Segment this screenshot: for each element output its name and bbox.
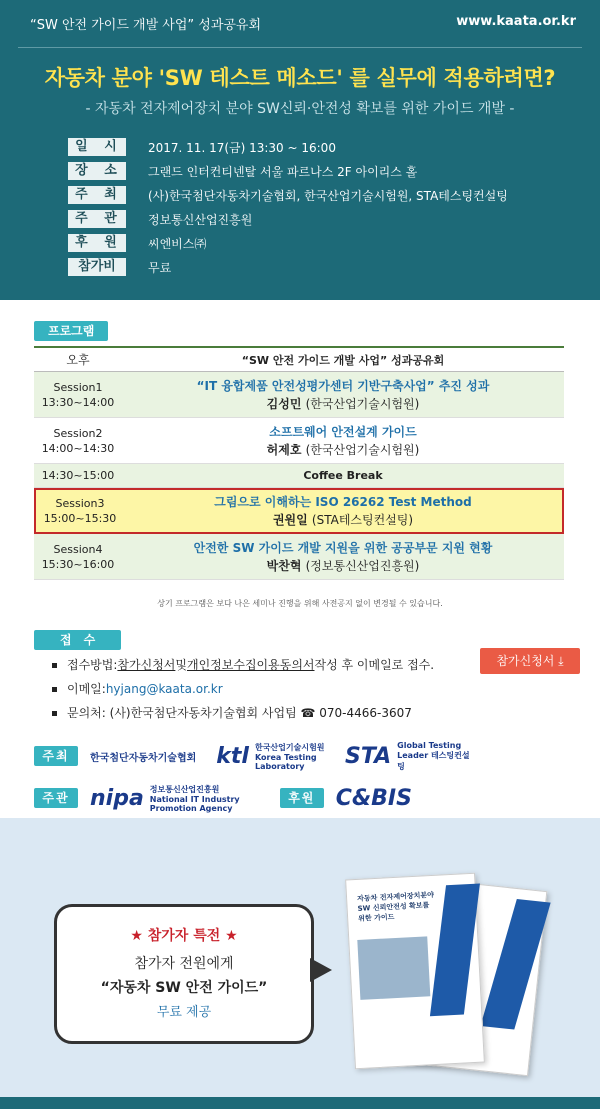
contact-info: 문의처: (사)한국첨단자동차기술협회 사업팀 ☎ 070-4466-3607 xyxy=(67,706,412,720)
info-value: 2017. 11. 17(금) 13:30 ~ 16:00 xyxy=(148,140,336,155)
event-name: “SW 안전 가이드 개발 사업” 성과공유회 xyxy=(30,18,262,33)
download-icon: ⤓ xyxy=(558,654,564,668)
header-time: 오후 xyxy=(66,353,90,367)
kaata-logo: 한국첨단자동차기술협회 xyxy=(90,752,197,764)
header-title: “SW 안전 가이드 개발 사업” 성과공유회 xyxy=(241,353,445,367)
info-row-fee xyxy=(68,256,600,278)
organizer-logos xyxy=(34,736,574,820)
session-title: “IT 융합제품 안전성평가센터 기반구축사업” 추진 성과 xyxy=(196,378,490,393)
table-row xyxy=(34,418,564,464)
email-link[interactable]: hyjang@kaata.or.kr xyxy=(105,682,223,696)
speaker-affil: (한국산업기술시험원) xyxy=(305,396,420,411)
session-time: 14:00~14:30 xyxy=(41,441,115,455)
event-info xyxy=(68,136,600,278)
host-row xyxy=(34,736,574,776)
session-label: Session3 xyxy=(55,497,105,510)
info-row-host xyxy=(68,184,600,206)
info-label: 일 시 xyxy=(68,138,126,156)
info-value: 씨엔비스㈜ xyxy=(148,236,207,251)
benefit-line2: “자동차 SW 안전 가이드” xyxy=(100,980,268,996)
nipa-logo: nipa xyxy=(90,785,144,811)
organizer-row xyxy=(34,778,574,818)
host-label: 주최 xyxy=(34,746,78,766)
privacy-consent-link[interactable]: 개인정보수집이용동의서 xyxy=(186,658,315,672)
header-banner xyxy=(0,0,600,300)
table-row-highlight xyxy=(34,488,564,534)
list-item xyxy=(52,653,582,677)
ktl-logo: ktl xyxy=(216,743,249,769)
method-label: 접수방법: xyxy=(67,658,118,672)
list-item xyxy=(52,701,582,725)
speaker-name: 허제호 xyxy=(266,442,302,457)
registration-list xyxy=(52,653,582,725)
application-form-link[interactable]: 참가신청서 xyxy=(117,658,176,672)
content-card xyxy=(18,300,582,818)
registration-pill: 접수 xyxy=(34,630,121,650)
session-label: Session2 xyxy=(53,426,103,440)
info-row-date xyxy=(68,136,600,158)
info-value: (사)한국첨단자동차기술협회, 한국산업기술시험원, STA테스팅컨설팅 xyxy=(148,188,508,203)
cnbis-logo: C&BIS xyxy=(335,785,412,811)
site-link[interactable]: www.kaata.or.kr xyxy=(456,14,576,29)
session-time: 15:00~15:30 xyxy=(43,512,117,525)
session-title: Coffee Break xyxy=(303,468,383,482)
program-table xyxy=(34,346,564,580)
organizer-label: 주관 xyxy=(34,788,78,808)
program-note: 상기 프로그램은 보다 나은 세미나 진행을 위해 사전공지 없이 변경될 수 있습니다. xyxy=(157,599,443,608)
session-time: 13:30~14:00 xyxy=(41,395,115,409)
book-title: 자동차 전자제어장치분야 SW 신뢰안전성 확보를 위한 가이드 xyxy=(356,890,435,923)
table-row xyxy=(34,534,564,580)
table-row xyxy=(34,464,564,488)
book-photo xyxy=(357,936,430,1000)
info-value: 그랜드 인터컨티넨탈 서울 파르나스 2F 아이리스 홀 xyxy=(148,164,418,179)
divider xyxy=(18,47,582,48)
info-row-place xyxy=(68,160,600,182)
bullet-icon xyxy=(52,687,57,692)
email-label: 이메일: xyxy=(67,682,106,696)
guide-book-front xyxy=(345,873,485,1070)
benefit-line3: 무료 제공 xyxy=(156,1005,212,1020)
method-mid: 및 xyxy=(175,658,187,672)
session-label: Session1 xyxy=(53,380,103,394)
info-value: 무료 xyxy=(148,260,172,275)
program-header xyxy=(34,346,564,372)
session-time: 14:30~15:00 xyxy=(41,469,115,482)
info-label: 주 최 xyxy=(68,186,126,204)
sponsor-label: 후원 xyxy=(280,788,324,808)
speaker-affil: (정보통신산업진흥원) xyxy=(305,558,420,573)
benefit-title: ★ 참가자 특전 ★ xyxy=(130,928,238,944)
page-title: 자동차 분야 'SW 테스트 메소드' 를 실무에 적용하려면? xyxy=(44,66,556,90)
info-label: 후 원 xyxy=(68,234,126,252)
info-value: 정보통신산업진흥원 xyxy=(148,212,253,227)
speaker-affil: (STA테스팅컨설팅) xyxy=(311,513,414,527)
session-label: Session4 xyxy=(53,542,103,556)
session-time: 15:30~16:00 xyxy=(41,557,115,571)
bubble-tail xyxy=(310,958,332,982)
info-row-organizer xyxy=(68,208,600,230)
ktl-name: 한국산업기술시험원 Korea Testing Laboratory xyxy=(254,742,325,771)
speaker-affil: (한국산업기술시험원) xyxy=(305,442,420,457)
page-subtitle: - 자동차 전자제어장치 분야 SW신뢰·안전성 확보를 위한 가이드 개발 - xyxy=(85,101,515,117)
speaker-name: 권원일 xyxy=(272,513,308,527)
apply-label: 참가신청서 xyxy=(496,654,555,668)
info-label: 주 관 xyxy=(68,210,126,228)
sta-logo: STA xyxy=(344,743,392,769)
list-item xyxy=(52,677,582,701)
bullet-icon xyxy=(52,663,57,668)
benefit-section xyxy=(0,818,600,1109)
benefit-bubble xyxy=(54,904,314,1044)
info-row-sponsor xyxy=(68,232,600,254)
table-row xyxy=(34,372,564,418)
session-title: 그림으로 이해하는 ISO 26262 Test Method xyxy=(214,495,472,509)
info-label: 장 소 xyxy=(68,162,126,180)
nipa-name: 정보통신산업진흥원 National IT Industry Promotion Agency xyxy=(149,784,240,813)
info-label: 참가비 xyxy=(68,258,126,276)
speaker-name: 박찬혁 xyxy=(266,558,302,573)
session-title: 안전한 SW 가이드 개발 지원을 위한 공공부문 지원 현황 xyxy=(193,540,493,555)
speaker-name: 김성민 xyxy=(266,396,302,411)
sta-name: Global Testing Leader 테스팅컨설팅 xyxy=(397,740,470,771)
session-title: 소프트웨어 안전설계 가이드 xyxy=(269,424,417,439)
method-suffix: 작성 후 이메일로 접수. xyxy=(314,658,435,672)
footer-bar xyxy=(0,1097,600,1109)
bullet-icon xyxy=(52,711,57,716)
program-pill: 프로그램 xyxy=(34,321,108,341)
benefit-line1: 참가자 전원에게 xyxy=(134,956,234,972)
